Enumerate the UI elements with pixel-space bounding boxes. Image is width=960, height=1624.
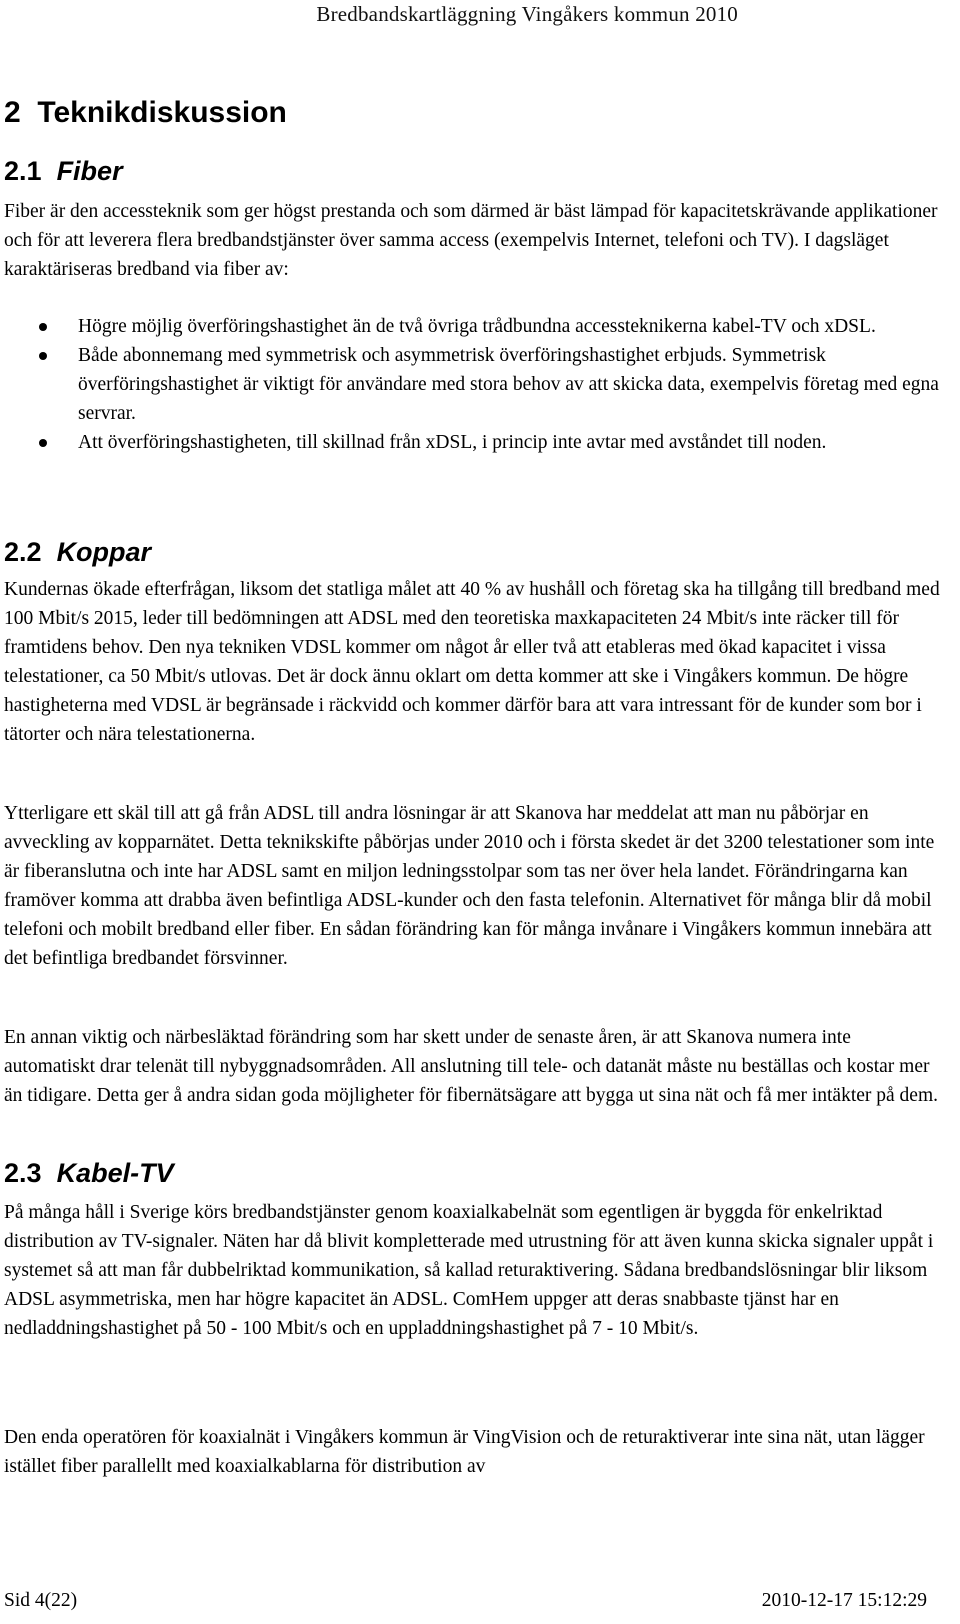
section-title: Koppar bbox=[56, 537, 152, 567]
running-header: Bredbandskartläggning Vingåkers kommun 2010 bbox=[316, 2, 738, 26]
section-heading-fiber bbox=[4, 156, 123, 187]
section-number: 2.3 bbox=[4, 1158, 42, 1188]
section-title: Fiber bbox=[56, 156, 123, 186]
bullet-icon bbox=[39, 352, 47, 360]
chapter-heading bbox=[4, 96, 287, 130]
section-number: 2.2 bbox=[4, 537, 42, 567]
fiber-intro-paragraph: Fiber är den accessteknik som ger högst prestanda och som därmed är bäst lämpad för kapacitetskrävande applikationer och för att leverera flera bredbandstjänster över samma access (exempelvis Internet, telefoni och TV). I dagsläget karaktäriseras bredband via fiber av: bbox=[4, 201, 938, 280]
kabeltv-paragraph-2: Den enda operatören för koaxialnät i Vingåkers kommun är VingVision och de returaktiverar inte sina nät, utan lägger istället fiber parallellt med koaxialkablarna för distribution av bbox=[4, 1427, 925, 1477]
list-item bbox=[0, 428, 950, 457]
section-heading-koppar bbox=[4, 537, 151, 568]
list-item bbox=[0, 312, 950, 341]
chapter-number: 2 bbox=[4, 96, 21, 129]
fiber-bullet-list bbox=[0, 312, 950, 457]
list-item bbox=[0, 341, 950, 428]
bullet-icon bbox=[39, 439, 47, 447]
koppar-paragraph-3: En annan viktig och närbesläktad förändring som har skett under de senaste åren, är att Skanova numera inte automatiskt drar telenät till nybyggnadsområden. All anslutning till tele- och datanät måste nu beställas och kostar mer än tidigare. Detta ger å andra sidan goda möjligheter för fibernätsägare att bygga ut sina nät och få mer intäkter på dem. bbox=[4, 1027, 939, 1106]
section-heading-kabeltv bbox=[4, 1158, 174, 1189]
bullet-icon bbox=[39, 323, 47, 331]
list-item-text: Både abonnemang med symmetrisk och asymmetrisk överföringshastighet erbjuds. Symmetrisk överföringshastighet är viktigt för användare med stora behov av att skicka data, exempelvis företag med egna servrar. bbox=[78, 345, 939, 424]
list-item-text: Att överföringshastigheten, till skillnad från xDSL, i princip inte avtar med avståndet till noden. bbox=[78, 432, 827, 453]
kabeltv-paragraph-1: På många håll i Sverige körs bredbandstjänster genom koaxialkabelnät som egentligen är byggda för enkelriktad distribution av TV-signaler. Näten har då blivit kompletterade med utrustning för att även kunna skicka signaler uppåt i systemet så att man får dubbelriktad kommunikation, så kallad returaktivering. Sådana bredbandslösningar blir liksom ADSL asymmetriska, men har högre kapacitet än ADSL. ComHem uppger att deras snabbaste tjänst har en nedladdningshastighet på 50 - 100 Mbit/s och en uppladdningshastighet på 7 - 10 Mbit/s. bbox=[4, 1202, 934, 1339]
section-title: Kabel-TV bbox=[56, 1158, 174, 1188]
page-number: Sid 4(22) bbox=[4, 1590, 78, 1611]
footer-timestamp: 2010-12-17 15:12:29 bbox=[761, 1590, 927, 1611]
koppar-paragraph-2: Ytterligare ett skäl till att gå från ADSL till andra lösningar är att Skanova har meddelat att man nu påbörjar en avveckling av kopparnätet. Detta teknikskifte påbörjas under 2010 och i första skedet är det 3200 telestationer som inte är fiberanslutna och inte har ADSL samt en miljon ledningsstolpar som tas ner över hela landet. Förändringarna kan framöver komma att drabba även befintliga ADSL-kunder och den fasta telefonin. Alternativet för många blir då mobil telefoni och mobilt bredband eller fiber. En sådan förändring kan för många invånare i Vingåkers kommun innebära att det befintliga bredbandet försvinner. bbox=[4, 803, 935, 969]
koppar-paragraph-1: Kundernas ökade efterfrågan, liksom det statliga målet att 40 % av hushåll och företag ska ha tillgång till bredband med 100 Mbit/s 2015, leder till bedömningen att ADSL med den teoretiska maxkapaciteten 24 Mbit/s inte räcker till för framtidens behov. Den nya tekniken VDSL kommer om något år eller två att etableras med ökad kapacitet i vissa telestationer, ca 50 Mbit/s utlovas. Det är dock ännu oklart om detta kommer att ske i Vingåkers kommun. De högre hastigheterna med VDSL är begränsade i räckvidd och kommer därför bara att vara intressant för de kunder som bor i tätorter och nära telestationerna. bbox=[4, 579, 940, 745]
chapter-title: Teknikdiskussion bbox=[37, 96, 287, 129]
list-item-text: Högre möjlig överföringshastighet än de två övriga trådbundna accessteknikerna kabel-TV och xDSL. bbox=[78, 316, 876, 337]
section-number: 2.1 bbox=[4, 156, 42, 186]
